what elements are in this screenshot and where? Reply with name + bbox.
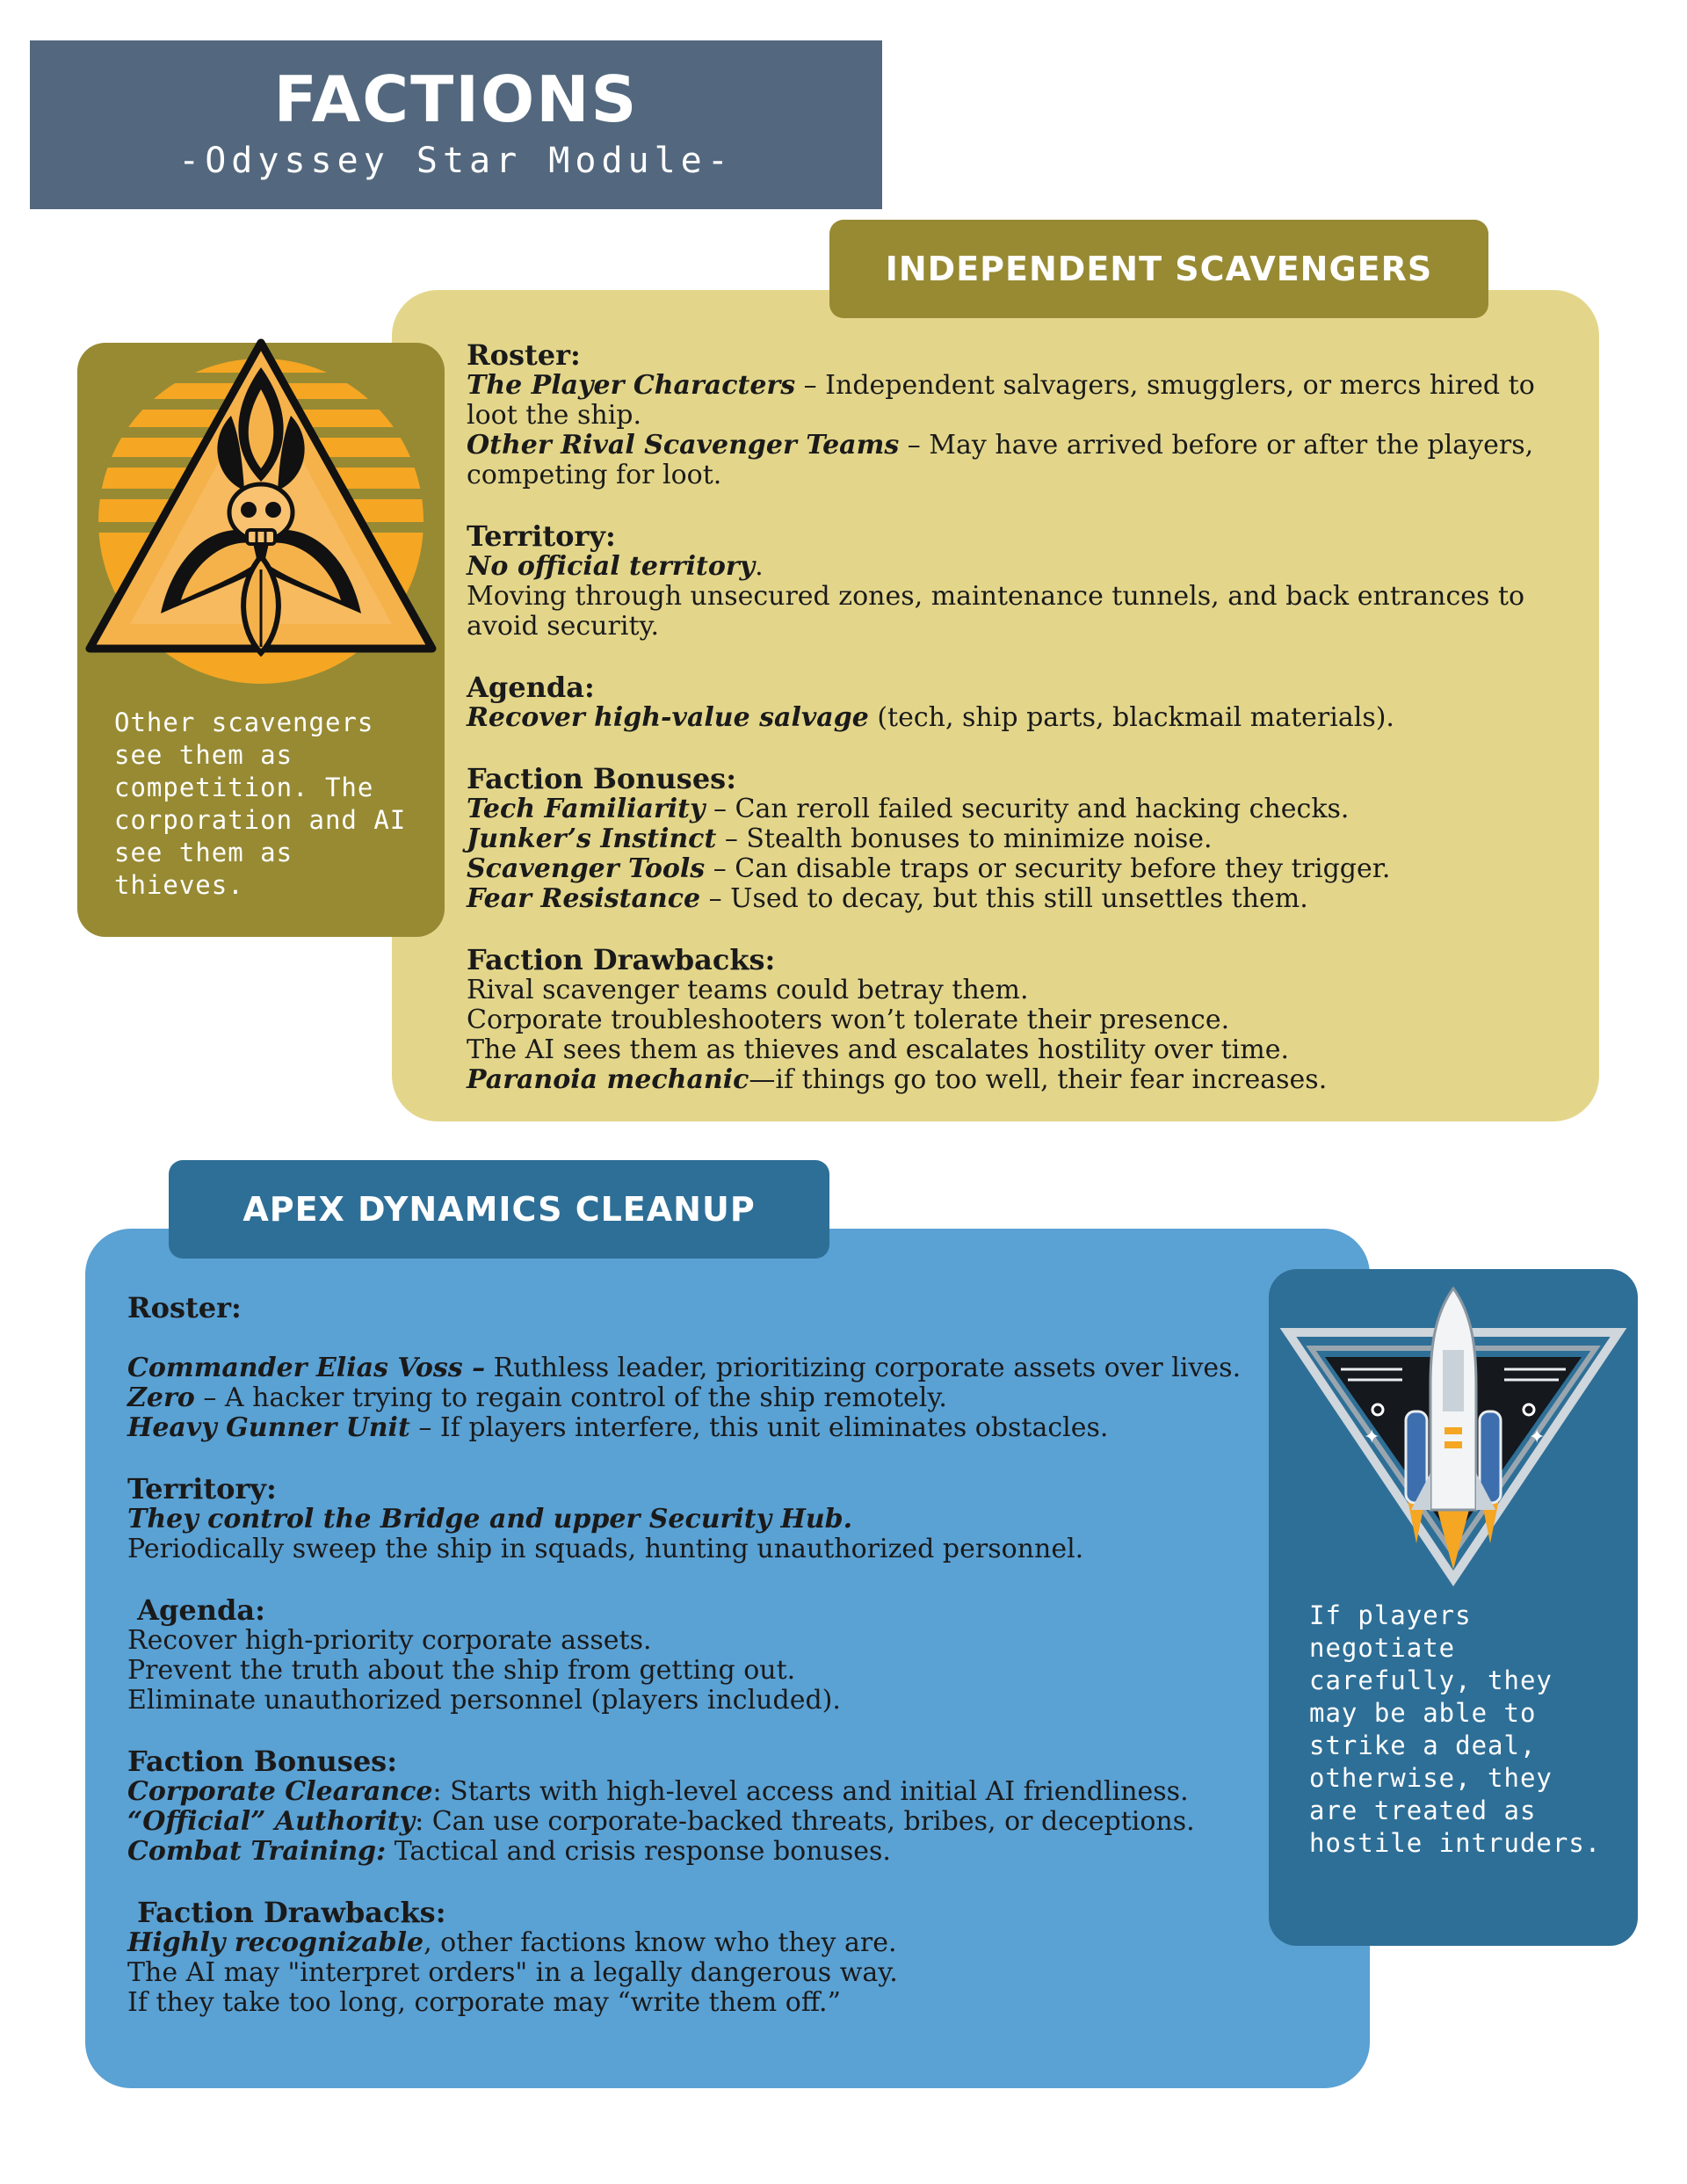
- roster-entry-text: – May have arrived before or after the players, competing for loot.: [467, 430, 1534, 490]
- bonus-text: : Starts with high-level access and initial AI friendliness.: [432, 1776, 1189, 1807]
- bonus-entry: [467, 824, 1565, 854]
- drawback-line: The AI may "interpret orders" in a legally dangerous way.: [127, 1957, 898, 1988]
- drawback-line: Corporate troubleshooters won’t tolerate their presence.: [467, 1005, 1230, 1035]
- bonus-entry: [127, 1807, 1270, 1837]
- scavengers-territory-heading: Territory:: [467, 519, 616, 553]
- bonus-name: Corporate Clearance: [127, 1776, 433, 1807]
- roster-entry: [467, 431, 1565, 490]
- scavengers-agenda-section: [467, 671, 1565, 733]
- territory-emphasis: They control the Bridge and upper Security Hub.: [127, 1504, 853, 1535]
- svg-text:✦: ✦: [1364, 1426, 1380, 1448]
- scavengers-bonuses-section: [467, 763, 1565, 914]
- rocket-triangle-emblem-icon: [1279, 1280, 1627, 1596]
- apex-territory-heading: Territory:: [127, 1472, 277, 1506]
- agenda-line: Eliminate unauthorized personnel (players included).: [127, 1685, 841, 1716]
- bonus-entry: [127, 1837, 1270, 1867]
- bonus-entry: [467, 795, 1565, 824]
- drawback-line: If they take too long, corporate may “write them off.”: [127, 1987, 841, 2018]
- scavengers-drawbacks-section: [467, 944, 1565, 1095]
- apex-bonuses-heading: Faction Bonuses:: [127, 1745, 397, 1778]
- scavengers-tab-label: INDEPENDENT SCAVENGERS: [829, 220, 1488, 318]
- agenda-line: [467, 703, 1565, 733]
- skull-triangle-emblem-icon: [77, 332, 445, 701]
- agenda-emphasis: Recover high-value salvage: [467, 702, 869, 733]
- page-subtitle: -Odyssey Star Module-: [178, 141, 734, 181]
- apex-drawbacks-heading: Faction Drawbacks:: [127, 1896, 446, 1929]
- apex-roster-section: [127, 1292, 1270, 1443]
- bonus-name: Tech Familiarity: [467, 794, 706, 824]
- bonus-entry: [127, 1777, 1270, 1807]
- agenda-line: Prevent the truth about the ship from getting out.: [127, 1655, 796, 1686]
- svg-text:✦: ✦: [1529, 1426, 1546, 1448]
- roster-entry-text: – If players interfere, this unit eliminates obstacles.: [409, 1412, 1109, 1443]
- roster-entry-text: – Independent salvagers, smugglers, or mercs hired to loot the ship.: [467, 370, 1535, 431]
- apex-tab-label: APEX DYNAMICS CLEANUP: [169, 1160, 829, 1259]
- roster-entry: [127, 1353, 1270, 1383]
- roster-entry-name: Zero: [127, 1382, 195, 1413]
- apex-agenda-section: [127, 1594, 1270, 1716]
- territory-line: Periodically sweep the ship in squads, hunting unauthorized personnel.: [127, 1534, 1084, 1564]
- roster-entry-name: The Player Characters: [467, 370, 796, 401]
- apex-bonuses-section: [127, 1745, 1270, 1867]
- scavengers-territory-section: [467, 520, 1565, 642]
- scavengers-drawbacks-heading: Faction Drawbacks:: [467, 943, 776, 976]
- bonus-text: – Stealth bonuses to minimize noise.: [716, 824, 1213, 854]
- agenda-line: Recover high-priority corporate assets.: [127, 1625, 652, 1656]
- page-title: FACTIONS: [273, 62, 639, 136]
- drawback-line: [127, 1928, 1270, 1958]
- roster-entry-name: Heavy Gunner Unit: [127, 1412, 410, 1443]
- scavengers-roster-section: [467, 339, 1565, 490]
- bonus-name: Fear Resistance: [467, 883, 701, 914]
- roster-entry: [467, 371, 1565, 431]
- scavengers-content: [467, 339, 1565, 1095]
- roster-entry: [127, 1383, 1270, 1413]
- drawback-line: The AI sees them as thieves and escalates hostility over time.: [467, 1034, 1289, 1065]
- bonus-text: : Can use corporate-backed threats, bribes, or deceptions.: [415, 1806, 1195, 1837]
- title-banner: [30, 40, 882, 209]
- roster-entry-text: Ruthless leader, prioritizing corporate assets over lives.: [485, 1353, 1242, 1383]
- drawback-line: Rival scavenger teams could betray them.: [467, 975, 1029, 1005]
- roster-entry-name: Commander Elias Voss –: [127, 1353, 486, 1383]
- apex-side-note: If players negotiate carefully, they may be able to strike a deal, otherwise, they are treated as hostile intruders.: [1309, 1600, 1602, 1858]
- scavengers-roster-heading: Roster:: [467, 338, 581, 372]
- bonus-text: – Can disable traps or security before they trigger.: [705, 853, 1391, 884]
- bonus-entry: [467, 854, 1565, 884]
- territory-emphasis-text: No official territory: [467, 551, 756, 582]
- bonus-name: “Official” Authority: [127, 1806, 416, 1837]
- scavengers-bonuses-heading: Faction Bonuses:: [467, 762, 736, 795]
- territory-emphasis-tail: .: [755, 551, 764, 582]
- roster-entry-text: – A hacker trying to regain control of the ship remotely.: [194, 1382, 947, 1413]
- apex-content: [127, 1292, 1270, 2018]
- bonus-entry: [467, 884, 1565, 914]
- drawback-rest: , other factions know who they are.: [424, 1927, 897, 1958]
- scavengers-side-note: Other scavengers see them as competition. The corporation and AI see them as thieves.: [114, 707, 407, 900]
- bonus-name: Scavenger Tools: [467, 853, 706, 884]
- roster-entry-name: Other Rival Scavenger Teams: [467, 430, 900, 461]
- territory-line: Moving through unsecured zones, maintenance tunnels, and back entrances to avoid security.: [467, 581, 1525, 642]
- scavengers-agenda-heading: Agenda:: [467, 671, 595, 704]
- bonus-text: Tactical and crisis response bonuses.: [386, 1836, 891, 1867]
- apex-territory-section: [127, 1473, 1270, 1564]
- bonus-text: – Can reroll failed security and hacking checks.: [705, 794, 1350, 824]
- bonus-name: Junker’s Instinct: [467, 824, 717, 854]
- apex-agenda-heading: Agenda:: [127, 1593, 265, 1627]
- apex-roster-heading: Roster:: [127, 1291, 242, 1324]
- drawback-rest: —if things go too well, their fear increases.: [749, 1064, 1328, 1095]
- agenda-rest: (tech, ship parts, blackmail materials).: [868, 702, 1394, 733]
- bonus-text: – Used to decay, but this still unsettles them.: [700, 883, 1308, 914]
- drawback-emphasis: Paranoia mechanic: [467, 1064, 749, 1095]
- drawback-line: [467, 1065, 1565, 1095]
- apex-drawbacks-section: [127, 1897, 1270, 2018]
- drawback-emphasis: Highly recognizable: [127, 1927, 424, 1958]
- roster-entry: [127, 1413, 1270, 1443]
- territory-emphasis: [467, 552, 1565, 582]
- bonus-name: Combat Training:: [127, 1836, 387, 1867]
